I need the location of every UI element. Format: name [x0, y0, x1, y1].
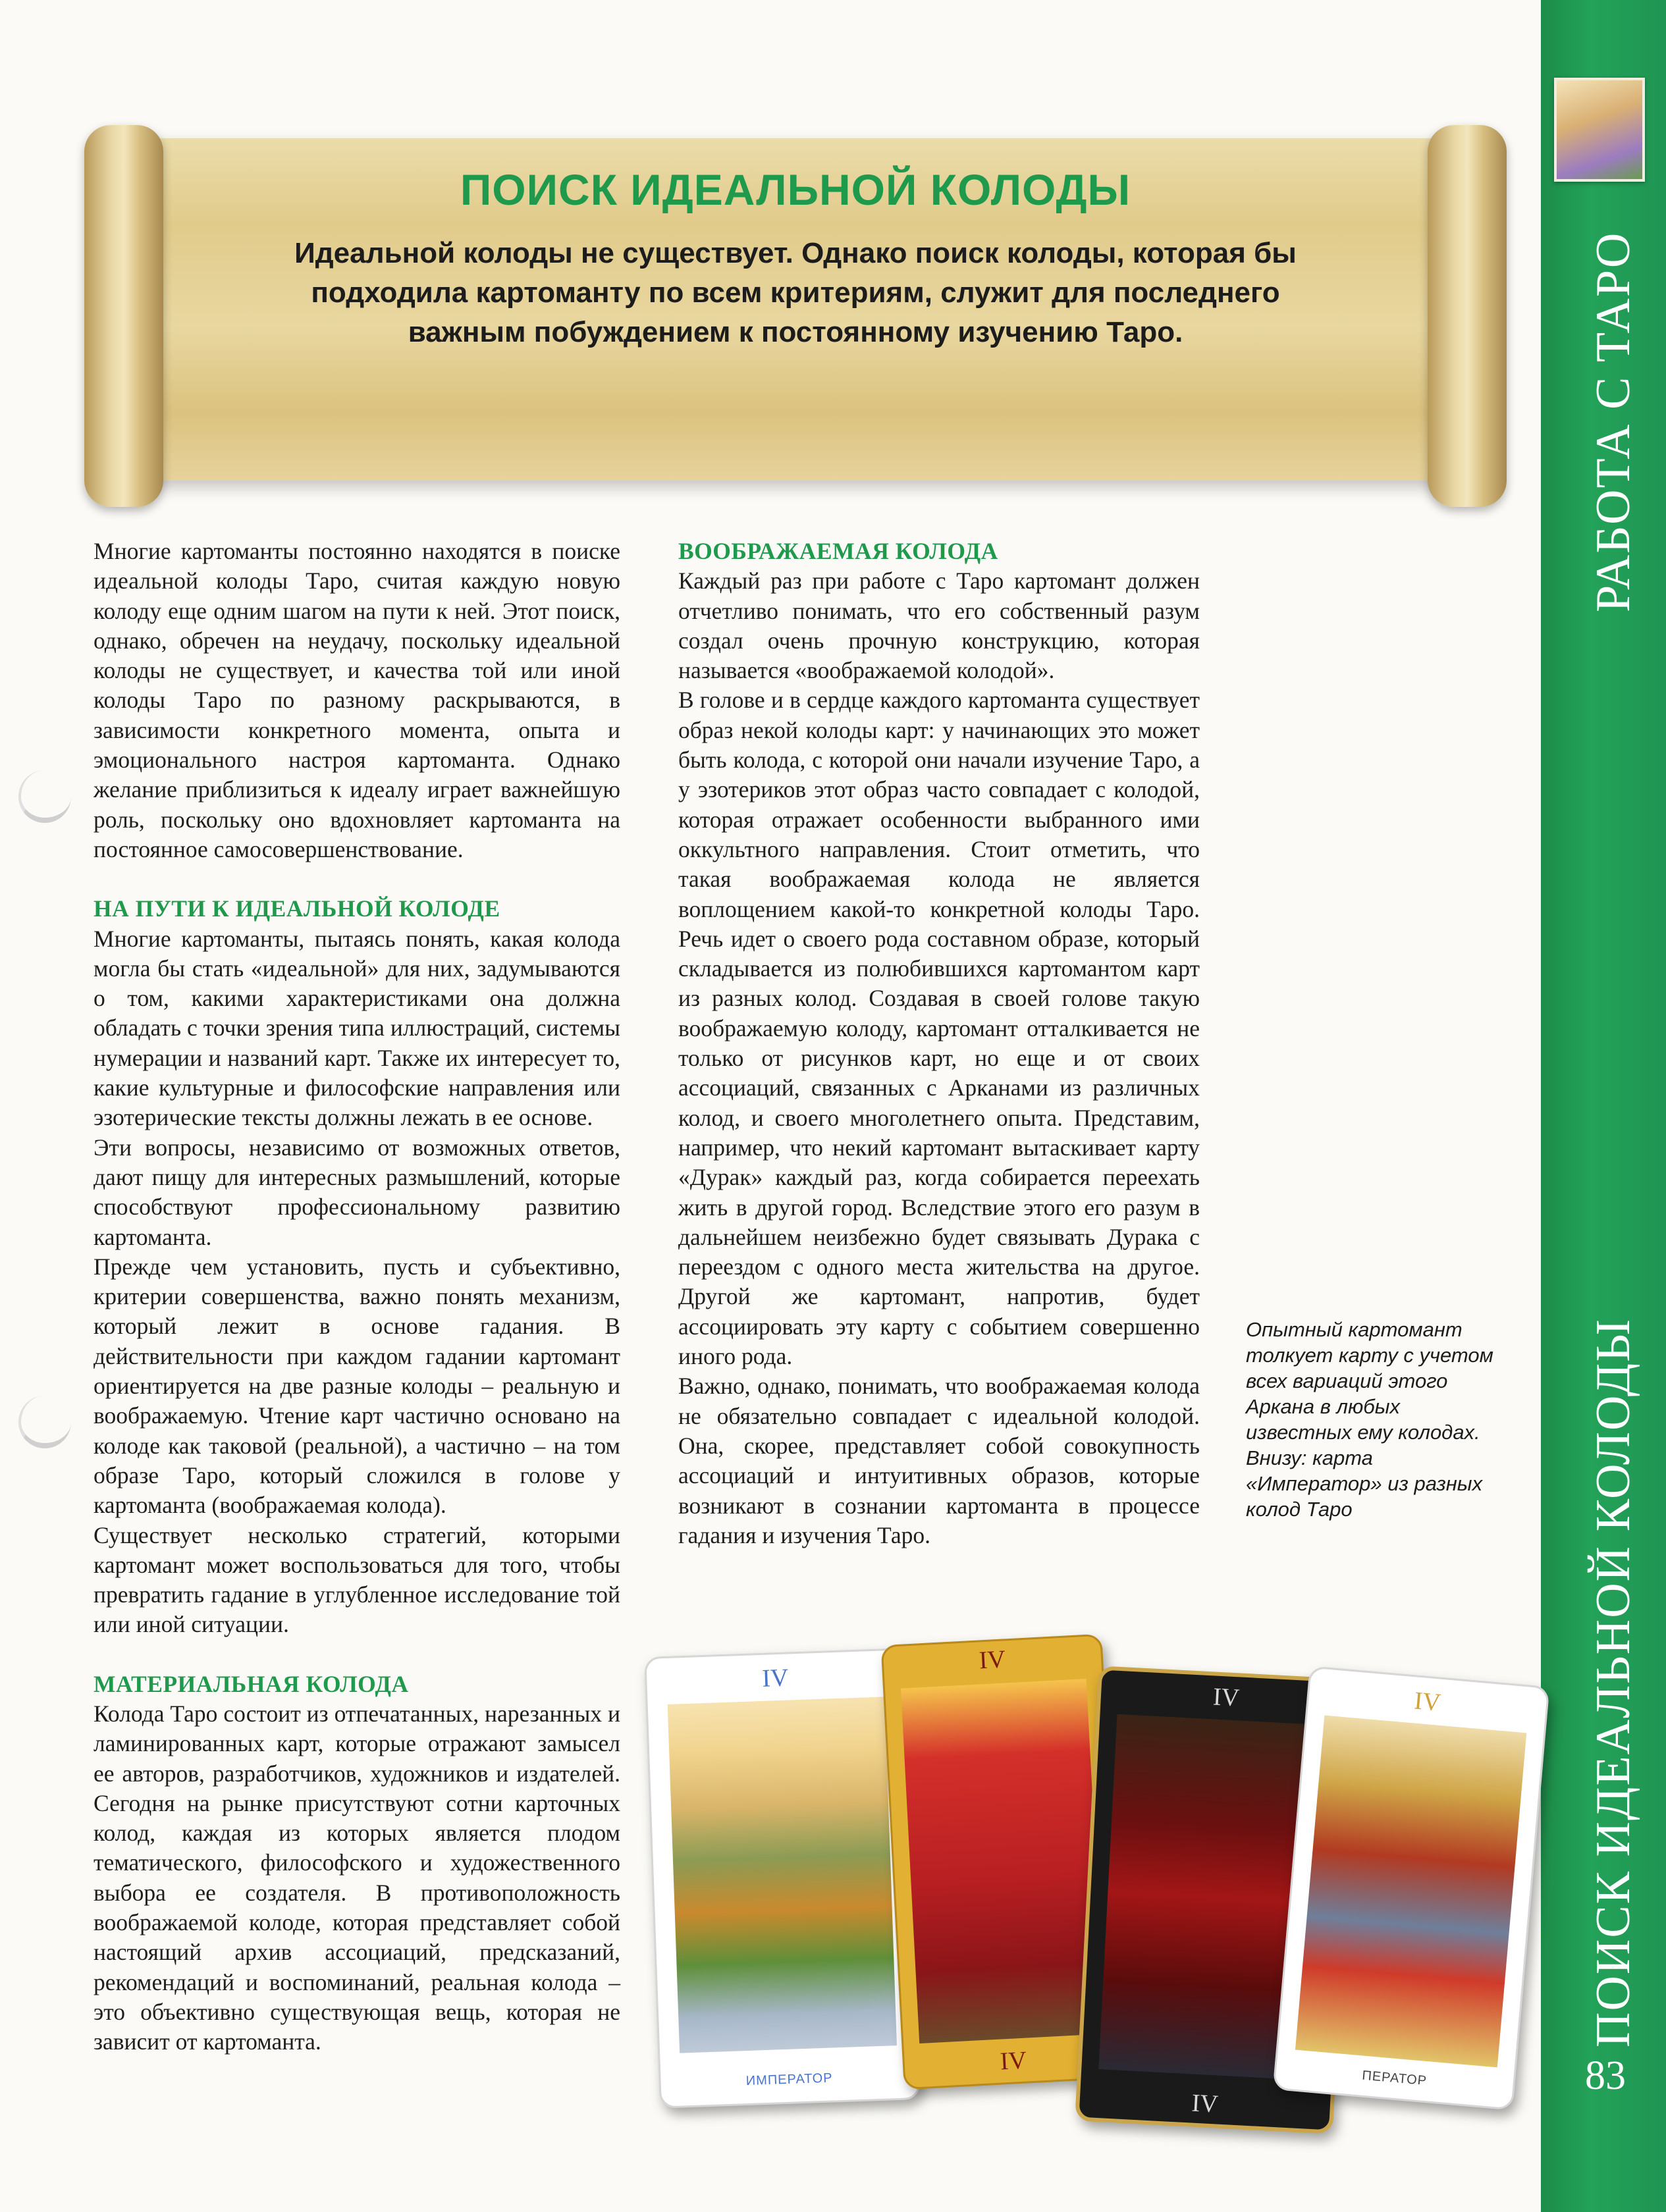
card-numeral: IV [1212, 1683, 1241, 1712]
page-title: ПОИСК ИДЕАЛЬНОЙ КОЛОДЫ [460, 165, 1131, 214]
emperor-card-ornate [1273, 1666, 1550, 2110]
paragraph: Важно, однако, понимать, что воображаемая колода не обязательно совпадает с идеальной колодой. Она, скорее, представляет собой совокупность ассоциаций и интуитивных образов, которые возникают в сознании картоманта в процессе гадания и изучения Таро. [678, 1373, 1200, 1548]
paragraph: Каждый раз при работе с Таро картомант должен отчетливо понимать, что его собственный разум создал очень прочную конструкцию, которая называется «воображаемой колодой». [678, 567, 1200, 684]
punch-hole [18, 1396, 71, 1448]
image-caption [1246, 1317, 1509, 1522]
lead-paragraph: Идеальной колоды не существует. Однако поиск колоды, которая бы подходила картоманту по всем критериям, служит для последнего важным побуждением к постоянному изучению Таро. [294, 237, 1297, 348]
paragraph: Существует несколько стратегий, которыми картомант может воспользоваться для того, чтобы превратить гадание в углубленное исследование той или иной ситуации. [94, 1521, 620, 1638]
section-title-top: РАБОТА С ТАРО [1586, 231, 1640, 612]
title-scroll-banner [84, 125, 1507, 494]
paragraph: Колода Таро состоит из отпечатанных, нарезанных и ламинированных карт, которые отражают замысел ее авторов, разработчиков, художников и издателей. Сегодня на рынке присутствуют сотни карточных колод, каждая из которых является плодом тематического, философского и художественного выбора ее создателя. В противоположность воображаемой колоде, которая представляет собой настоящий архив ассоциаций, предсказаний, рекомендаций и воспоминаний, реальная колода – это объективно существующая вещь, которая не зависит от картоманта. [94, 1700, 620, 2055]
emperor-card-rider-waite [644, 1648, 921, 2108]
punch-hole [18, 770, 71, 823]
intro-paragraph: Многие картоманты постоянно находятся в поиске идеальной колоды Таро, считая каждую новую колоду еще одним шагом на пути к ней. Этот поиск, однако, обречен на неудачу, поскольку идеальной колоды не существует, и качества той или иной колоды Таро по разному раскрываются, в зависимости конкретного момента, опыта и эмоционального настроя картоманта. Однако желание приблизиться к идеалу играет важнейшую роль, поскольку оно вдохновляет картоманта на постоянное самосовершенствование. [94, 538, 620, 862]
card-illustration [901, 1679, 1105, 2043]
section-heading: МАТЕРИАЛЬНАЯ КОЛОДА [94, 1670, 409, 1697]
card-name: ИМПЕРАТОР [745, 2070, 833, 2089]
page-number: 83 [1585, 2053, 1626, 2098]
paragraph: В голове и в сердце каждого картоманта существует образ некой колоды карт: у начинающих это может быть колода, с которой они начали изучение Таро, а у эзотериков этот образ часто совпадает с колодой, которая отражает особенности выбранного ими оккультного направления. Стоит отметить, что такая воображаемая колода не является воплощением какой-то конкретной колоды Таро. Речь идет о своего рода составном образе, который складывается из полюбившихся картомантом карт из разных колод. Создавая в своей голове такую воображаемую колоду, картомант отталкивается не только от рисунков карт, но еще и от своих ассоциаций, связанных с Арканами из различных колод, и своего многолетнего опыта. Представим, например, что некий картомант вытаскивает карту «Дурак» каждый раз, когда собирается переехать жить в другой город. Вследствие этого его разум в дальнейшем неизбежно будет связывать Дурака с переездом с одного места жительства на другое. Другой же картомант, напротив, будет ассоциировать эту карту с событием совершенно иного рода. [678, 687, 1200, 1370]
card-illustration [1295, 1716, 1526, 2068]
caption-text: Опытный картомант толкует карту с учетом всех вариаций этого Аркана в любых известных ему колодах. [1246, 1318, 1493, 1444]
card-numeral: IV [999, 2046, 1027, 2076]
caption-text: Внизу: карта «Император» из разных колод Таро [1246, 1446, 1483, 1521]
card-numeral: IV [1191, 2089, 1219, 2119]
section-heading: НА ПУТИ К ИДЕАЛЬНОЙ КОЛОДЕ [94, 895, 500, 922]
section-thumbnail-image [1554, 78, 1645, 182]
section-title-bottom: ПОИСК ИДЕАЛЬНОЙ КОЛОДЫ [1586, 1318, 1640, 2047]
card-numeral: IV [978, 1645, 1007, 1675]
paragraph: Эти вопросы, независимо от возможных ответов, дают пищу для интересных размышлений, которые способствуют профессиональному развитию картоманта. [94, 1134, 620, 1250]
card-numeral: IV [1412, 1687, 1442, 1717]
left-column [94, 537, 620, 2057]
card-illustration [668, 1697, 897, 2053]
card-numeral: IV [761, 1664, 790, 1693]
middle-column [678, 537, 1200, 1550]
section-heading: ВООБРАЖАЕМАЯ КОЛОДА [678, 538, 998, 564]
paragraph: Прежде чем установить, пусть и субъективно, критерии совершенства, важно понять механизм, который лежит в основе гадания. В действительности при каждом гадании картомант ориентируется на две разные колоды – реальную и воображаемую. Чтение карт частично основано на колоде как таковой (реальной), а частично – на том образе Таро, который сложился в голове у картоманта (воображаемая колода). [94, 1253, 620, 1519]
card-name: ПЕРАТОР [1361, 2068, 1428, 2089]
paragraph: Многие картоманты, пытаясь понять, какая колода могла бы стать «идеальной» для них, задумываются о том, какими характеристиками она должна обладать с точки зрения типа иллюстраций, системы нумерации и названий карт. Также их интересует то, какие культурные и философские направления или эзотерические тексты должны лежать в ее основе. [94, 925, 620, 1131]
